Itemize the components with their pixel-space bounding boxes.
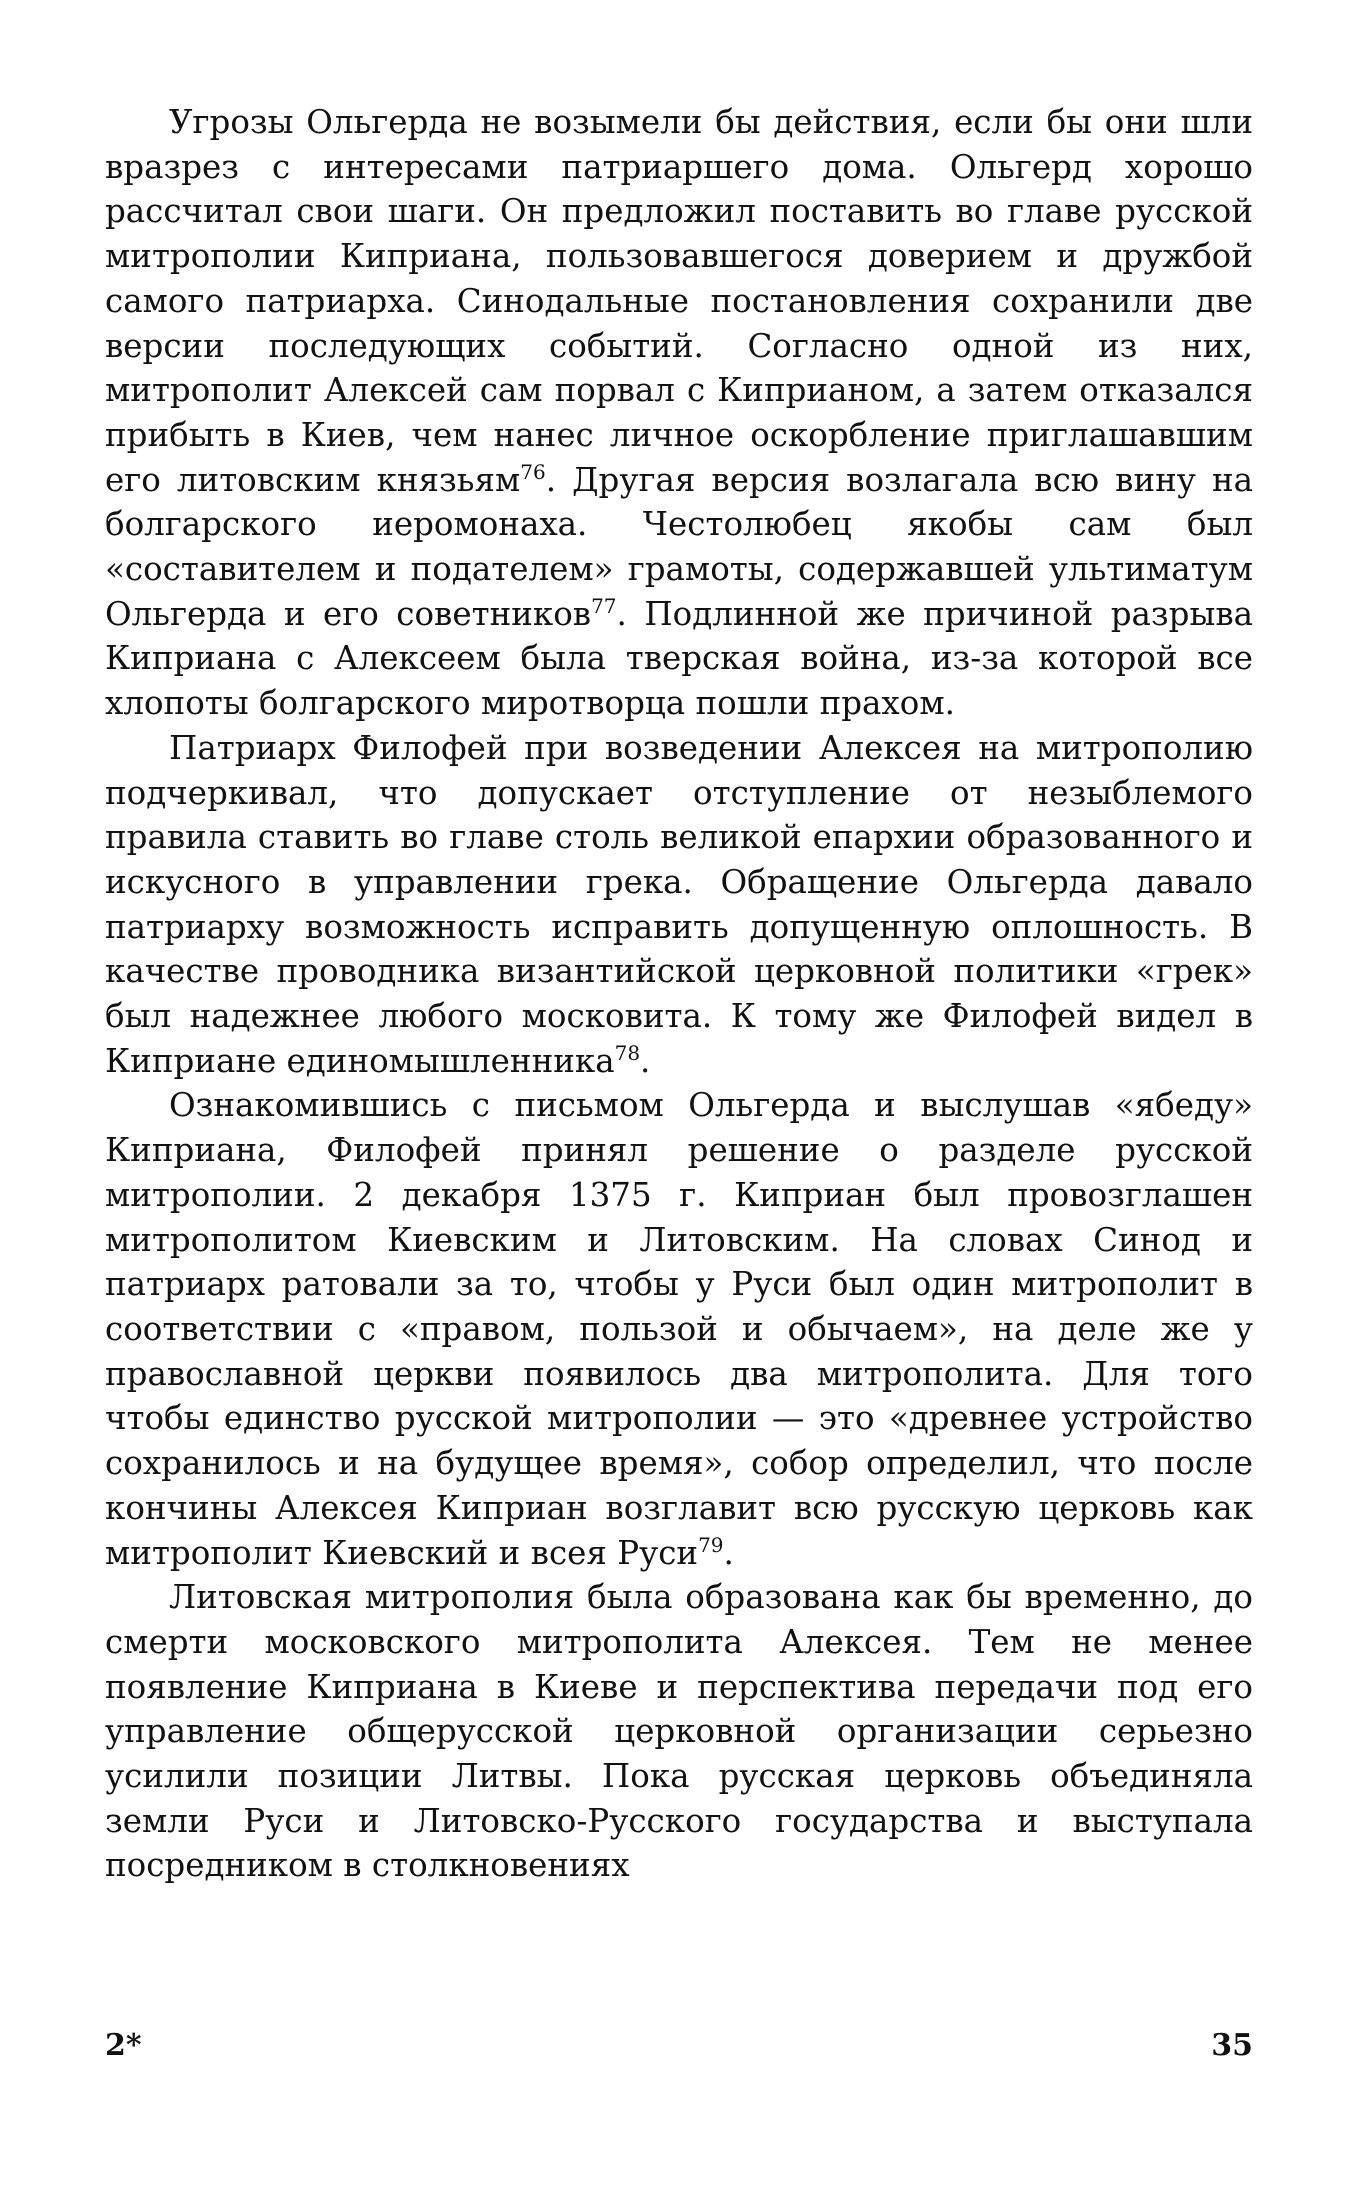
paragraph-4 [105, 1575, 1253, 1888]
paragraph-3 [105, 1083, 1253, 1575]
page-footer [105, 2028, 1253, 2072]
page-number: 35 [1211, 2028, 1253, 2063]
paragraph-text: . Другая версия возлагала всю вину на болгарского иеромонаха. Честолюбец якобы сам был «составителем и подателем» грамоты, содержавшей ультиматум Ольгерда и его советников [105, 460, 1253, 633]
footnote-ref: 79 [698, 1532, 724, 1557]
paragraph-text: Угрозы Ольгерда не возымели бы действия, если бы они шли вразрез с интересами патриаршего дома. Ольгерд хорошо рассчитал свои шаги. Он предложил поставить во главе русской митрополии Киприана, пользовавшегося доверием и дружбой самого патриарха. Синодальные постановления сохранили две версии последующих событий. Согласно одной из них, митрополит Алексей сам порвал с Киприаном, а затем отказался прибыть в Киев, чем нанес личное оскорбление приглашавшим его литовским князьям [105, 103, 1253, 499]
paragraph-text: Литовская митрополия была образована как бы временно, до смерти московского митрополита Алексея. Тем не менее появление Киприана в Киеве и перспектива передачи под его управление общерусской церковной организации серьезно усилили позиции Литвы. Пока русская церковь объединяла земли Руси и Литовско-Русского государства и выступала посредником в столкновениях [105, 1578, 1253, 1885]
paragraph-1 [105, 100, 1253, 726]
footnote-ref: 76 [520, 459, 546, 484]
footnote-ref: 77 [591, 593, 617, 618]
paragraph-text: . Подлинной же причиной разрыва Киприана с Алексеем была тверская война, из-за которой все хлопоты болгарского миротворца пошли прахом. [105, 594, 1254, 723]
paragraph-text: . [723, 1533, 734, 1572]
signature-mark: 2* [105, 2028, 142, 2063]
footnote-ref: 78 [614, 1040, 641, 1065]
paragraph-text: Патриарх Филофей при возведении Алексея на митрополию подчеркивал, что допускает отступление от незыблемого правила ставить во главе столь великой епархии образованного и искусного в управлении грека. Обращение Ольгерда давало патриарху возможность исправить допущенную оплошность. В качестве проводника византийской церковной политики «грек» был надежнее любого московита. К тому же Филофей видел в Киприане единомышленника [105, 728, 1253, 1080]
paragraph-text: Ознакомившись с письмом Ольгерда и выслушав «ябеду» Киприана, Филофей принял решение о разделе русской митрополии. 2 декабря 1375 г. Киприан был провозглашен митрополитом Киевским и Литовским. На словах Синод и патриарх ратовали за то, чтобы у Руси был один митрополит в соответствии с «правом, пользой и обычаем», на деле же у православной церкви появилось два митрополита. Для того чтобы единство русской митрополии — это «древнее устройство сохранилось и на будущее время», собор определил, что после кончины Алексея Киприан возглавит всю русскую церковь как митрополит Киевский и всея Руси [105, 1086, 1253, 1572]
page-body [105, 100, 1253, 1888]
paragraph-2 [105, 726, 1253, 1084]
paragraph-text: . [640, 1041, 651, 1080]
